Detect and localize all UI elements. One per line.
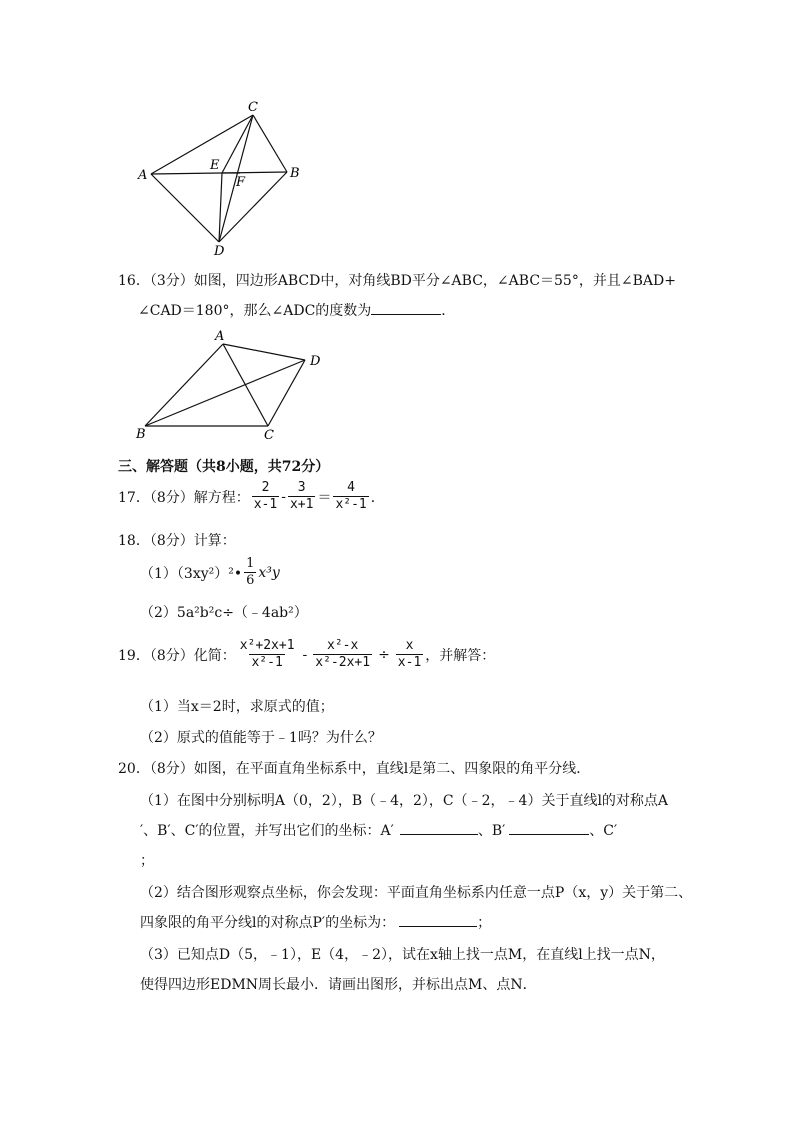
label-b: B <box>290 166 300 181</box>
segment-bd <box>145 360 305 426</box>
label-d: D <box>214 244 225 259</box>
q20-part2-text-line2: 四象限的角平分线l的对称点P′的坐标为： <box>140 915 396 931</box>
q18-part1-fraction: $\frac{1}{6}$ <box>246 556 255 588</box>
label-a: A <box>215 329 225 344</box>
q20-part3-text-line2: 使得四边形EDMN周长最小．请画出图形，并标出点M、点N． <box>140 977 537 993</box>
q16-end-mark: ． <box>441 303 456 319</box>
q17-fraction-1: $\frac{2}{x-1}$ <box>253 480 278 512</box>
q20-part1-line3 <box>140 850 154 870</box>
q16-line2 <box>138 300 455 320</box>
q17-prefix: 17．（8分）解方程： <box>118 489 250 506</box>
q18-heading <box>118 530 236 550</box>
q20-part2-end-mark: ； <box>477 915 492 931</box>
label-a: A <box>138 168 148 183</box>
q19 <box>118 638 495 671</box>
q20-answer-blank-b[interactable] <box>509 820 589 835</box>
q20-part2-line2 <box>140 912 491 932</box>
figure-q16 <box>130 328 330 443</box>
q20-part1-text-line2: ′、B′、C′的位置，并写出它们的坐标：A′ <box>140 823 394 839</box>
segment-ab <box>145 344 223 426</box>
label-c: C <box>248 100 258 115</box>
q17-end-mark: ． <box>370 489 385 506</box>
label-f: F <box>236 175 246 190</box>
segment-cb <box>253 115 287 172</box>
q19-part2-text: （2）原式的值能等于﹣1吗？为什么？ <box>140 730 382 746</box>
q18-part1 <box>140 556 280 589</box>
q16-text-line1: 16．（3分）如图，四边形ABCD中，对角线BD平分∠ABC，∠ABC＝55°，并且∠BAD+ <box>118 273 676 289</box>
q19-fraction-2: $\frac{\text{x²-x}}{\text{x²-2x+1}}$ <box>315 638 371 670</box>
q20-answer-blank-a[interactable] <box>400 820 478 835</box>
q20-part1-end-mark: ； <box>140 853 154 869</box>
q20-part3-text-line1: （3）已知点D（5，﹣1），E（4，﹣2），试在x轴上找一点M，在直线l上找一点N， <box>140 947 665 963</box>
figure-q15 <box>130 95 310 260</box>
label-b: B <box>136 427 146 442</box>
q19-fraction-3: $\frac{x}{x-1}$ <box>397 638 422 670</box>
q17-minus: - <box>281 488 286 505</box>
q19-suffix: ，并解答： <box>425 647 496 664</box>
q18-part1-suffix: x³y <box>258 564 280 581</box>
q20-part3-line1 <box>140 944 665 964</box>
segment-cd <box>268 360 305 426</box>
q20-part2-line1 <box>140 882 692 902</box>
q17-fraction-2: $\frac{3}{x+1}$ <box>289 480 314 512</box>
q18-title: 18．（8分）计算： <box>118 533 236 549</box>
q19-minus: - <box>302 646 308 663</box>
label-e: E <box>210 158 220 173</box>
q19-part2 <box>140 727 382 747</box>
section-3-title: 三、解答题（共8小题，共72分） <box>118 459 330 475</box>
q19-divide: ÷ <box>378 646 390 663</box>
q19-prefix: 19．（8分）化简： <box>118 647 236 664</box>
q20-answer-blank-p[interactable] <box>399 912 477 927</box>
q18-part1-prefix: （1）（3xy²）²• <box>140 565 243 582</box>
q20-part3-line2 <box>140 974 537 994</box>
q18-part2 <box>140 602 308 622</box>
q20-part1-line1 <box>140 790 668 810</box>
q16-text-line2: ∠CAD＝180°，那么∠ADC的度数为 <box>138 303 372 319</box>
q19-part1-text: （1）当x＝2时，求原式的值； <box>140 699 334 715</box>
q20-label-b-prime: 、B′ <box>477 823 506 839</box>
q16-line1 <box>118 270 676 290</box>
q20-part1-line2 <box>140 820 617 840</box>
q19-fraction-1: $\frac{\text{x²+2x+1}}{\text{x²-1}}$ <box>239 638 295 670</box>
q18-part2-text: （2）5a²b²c÷（﹣4ab²） <box>140 605 308 621</box>
q20-heading <box>118 758 590 778</box>
q17-equals: ＝ <box>317 489 332 506</box>
q17-fraction-3: $\frac{4}{\text{x²-1}}$ <box>335 480 367 512</box>
q19-part1 <box>140 696 334 716</box>
segment-bd <box>219 172 287 242</box>
q20-label-c-prime: 、C′ <box>589 823 618 839</box>
q16-answer-blank[interactable] <box>371 300 441 315</box>
label-d: D <box>310 354 321 369</box>
label-c: C <box>264 428 274 443</box>
q20-title: 20．（8分）如图，在平面直角坐标系中，直线l是第二、四象限的角平分线． <box>118 761 591 777</box>
segment-da <box>223 344 305 360</box>
q17 <box>118 480 385 513</box>
segment-da <box>151 174 219 242</box>
q20-part1-text-line1: （1）在图中分别标明A（0，2），B（﹣4，2），C（﹣2，﹣4）关于直线l的对称点A <box>140 793 669 809</box>
section-3-heading <box>118 456 329 476</box>
q20-part2-text-line1: （2）结合图形观察点坐标，你会发现：平面直角坐标系内任意一点P（x，y）关于第二、 <box>140 885 693 901</box>
